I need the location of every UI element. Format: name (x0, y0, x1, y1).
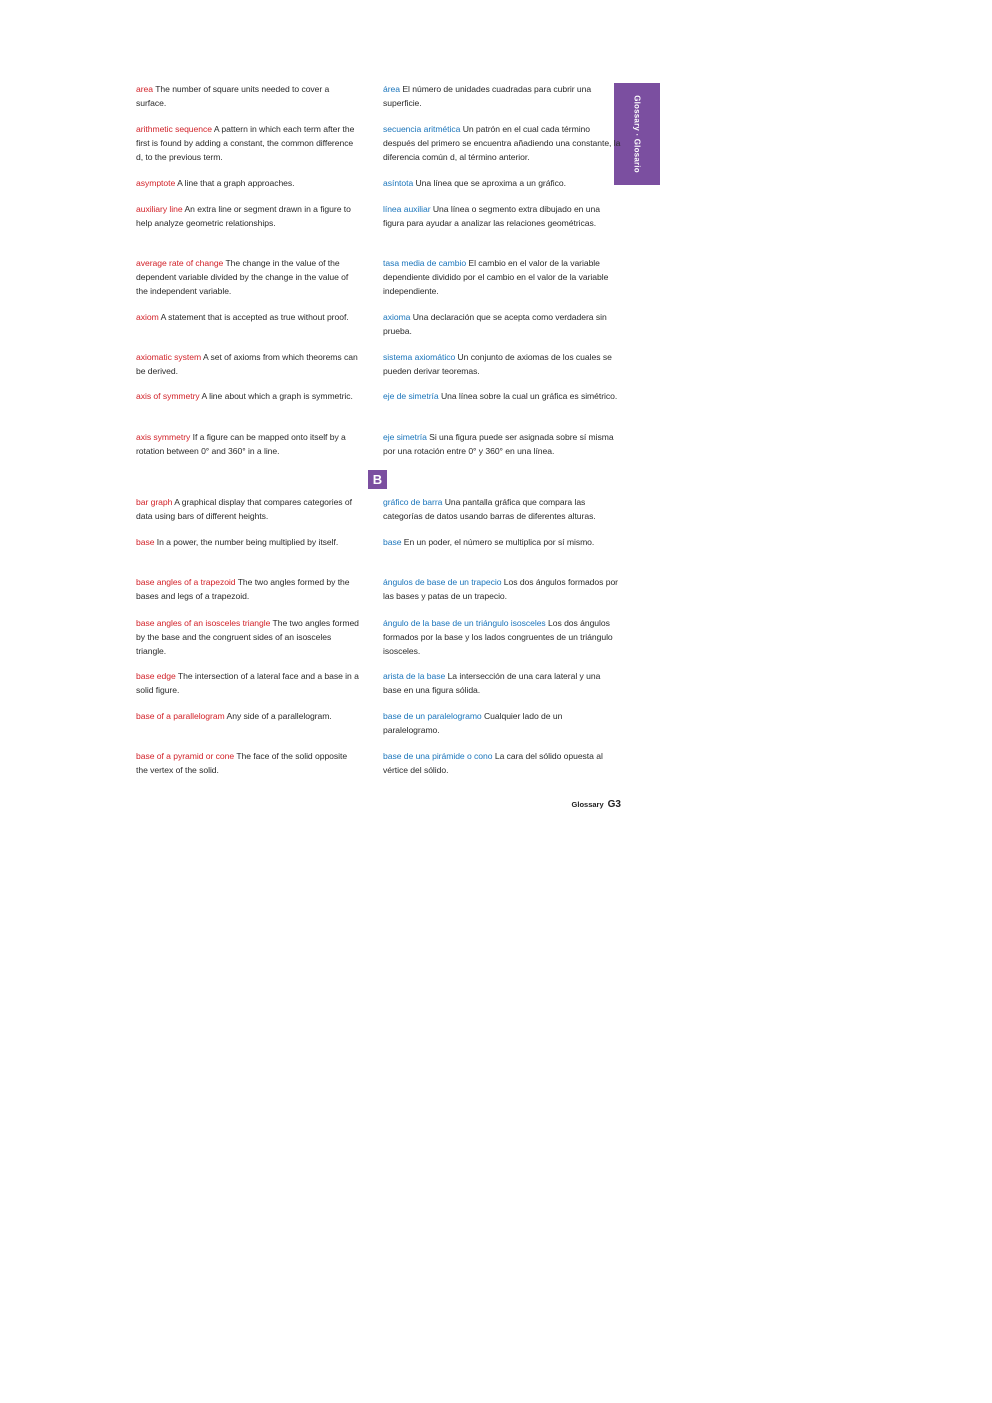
term-es: línea auxiliar (383, 204, 431, 214)
glossary-entry-es (383, 390, 621, 404)
page-footer (572, 794, 621, 812)
glossary-entry-en (136, 311, 361, 325)
definition-en: The two angles formed by the base and the congruent sides of an isosceles triangle. (136, 618, 359, 656)
term-es: área (383, 84, 401, 94)
glossary-entry-en (136, 536, 361, 550)
glossary-entry-es (383, 177, 621, 191)
glossary-entry-es (383, 496, 621, 524)
term-en: axiomatic system (136, 352, 202, 362)
glossary-entry-en (136, 750, 361, 778)
term-es: axioma (383, 312, 411, 322)
term-en: axis symmetry (136, 432, 191, 442)
term-es: eje de simetría (383, 391, 439, 401)
term-es: ángulo de la base de un triángulo isosceles (383, 618, 546, 628)
term-en: area (136, 84, 154, 94)
term-es: asíntota (383, 178, 414, 188)
term-en: base angles of a trapezoid (136, 577, 236, 587)
term-es: tasa media de cambio (383, 258, 467, 268)
definition-en: A statement that is accepted as true without proof. (160, 312, 349, 322)
glossary-entry-en (136, 177, 361, 191)
definition-en: A set of axioms from which theorems can be derived. (136, 352, 358, 376)
term-es: base de un paralelogramo (383, 711, 482, 721)
term-en: axis of symmetry (136, 391, 200, 401)
definition-en: A graphical display that compares categories of data using bars of different heights. (136, 497, 352, 521)
definition-en: In a power, the number being multiplied by itself. (156, 537, 339, 547)
side-tab-label: Glossary · Glosario (632, 95, 642, 173)
term-en: base of a parallelogram (136, 711, 225, 721)
term-en: axiom (136, 312, 159, 322)
glossary-entry-es (383, 83, 621, 111)
glossary-entry-en (136, 710, 361, 724)
term-es: base de una pirámide o cono (383, 751, 493, 761)
definition-en: If a figure can be mapped onto itself by a rotation between 0° and 360° in a line. (136, 432, 346, 456)
glossary-entry-es (383, 431, 621, 459)
glossary-entry-en (136, 617, 361, 658)
term-en: bar graph (136, 497, 173, 507)
glossary-entry-en (136, 496, 361, 524)
glossary-entry-en (136, 203, 361, 231)
definition-es: Una línea que se aproxima a un gráfico. (415, 178, 566, 188)
definition-en: A line about which a graph is symmetric. (201, 391, 353, 401)
definition-es: Una pantalla gráfica que compara las categorías de datos usando barras de diferentes alturas. (383, 497, 596, 521)
definition-en: The number of square units needed to cover a surface. (136, 84, 330, 108)
definition-es: El cambio en el valor de la variable dependiente dividido por el cambio en el valor de la variable independiente. (383, 258, 609, 296)
glossary-entry-es (383, 710, 621, 738)
glossary-entry-en (136, 431, 361, 459)
definition-en: The intersection of a lateral face and a base in a solid figure. (136, 671, 359, 695)
definition-es: Una línea sobre la cual un gráfica es simétrico. (440, 391, 618, 401)
definition-es: Los dos ángulos formados por las bases y patas de un trapecio. (383, 577, 618, 601)
definition-en: A pattern in which each term after the first is found by adding a constant, the common difference d, to the previous term. (136, 124, 355, 162)
glossary-entry-es (383, 123, 621, 164)
definition-es: Cualquier lado de un paralelogramo. (383, 711, 563, 735)
glossary-entry-en (136, 576, 361, 604)
term-en: base edge (136, 671, 176, 681)
term-en: base angles of an isosceles triangle (136, 618, 271, 628)
term-en: auxiliary line (136, 204, 183, 214)
term-en: average rate of change (136, 258, 224, 268)
definition-es: Si una figura puede ser asignada sobre sí misma por una rotación entre 0° y 360° en una línea. (383, 432, 614, 456)
definition-es: Un patrón en el cual cada término después del primero se encuentra añadiendo una constante, la diferencia común d, al término anterior. (383, 124, 621, 162)
definition-es: En un poder, el número se multiplica por sí mismo. (403, 537, 595, 547)
glossary-entry-es (383, 670, 621, 698)
term-en: asymptote (136, 178, 176, 188)
glossary-entry-es (383, 750, 621, 778)
footer-label: Glossary (571, 800, 604, 809)
glossary-entry-es (383, 203, 621, 231)
definition-es: El número de unidades cuadradas para cubrir una superficie. (383, 84, 592, 108)
term-en: base of a pyramid or cone (136, 751, 235, 761)
definition-es: Los dos ángulos formados por la base y los lados congruentes de un triángulo isosceles. (383, 618, 613, 656)
definition-es: Una declaración que se acepta como verdadera sin prueba. (383, 312, 607, 336)
definition-es: Una línea o segmento extra dibujado en una figura para ayudar a analizar las relaciones geométricas. (383, 204, 600, 228)
term-es: eje simetría (383, 432, 427, 442)
term-es: gráfico de barra (383, 497, 443, 507)
glossary-entry-es (383, 311, 621, 339)
term-es: arista de la base (383, 671, 446, 681)
term-es: base (383, 537, 402, 547)
glossary-entry-es (383, 536, 621, 550)
glossary-entry-es (383, 351, 621, 379)
term-es: secuencia aritmética (383, 124, 461, 134)
glossary-entry-en (136, 123, 361, 164)
glossary-entry-en (136, 670, 361, 698)
term-en: arithmetic sequence (136, 124, 212, 134)
glossary-entry-en (136, 351, 361, 379)
definition-en: A line that a graph approaches. (177, 178, 295, 188)
glossary-entry-es (383, 257, 621, 298)
glossary-entry-en (136, 257, 361, 298)
glossary-entry-en (136, 390, 361, 404)
page-number: G3 (607, 799, 621, 810)
definition-es: Un conjunto de axiomas de los cuales se pueden derivar teoremas. (383, 352, 612, 376)
term-es: sistema axiomático (383, 352, 456, 362)
glossary-entry-es (383, 576, 621, 604)
definition-en: The two angles formed by the bases and legs of a trapezoid. (136, 577, 350, 601)
glossary-entry-es (383, 617, 621, 658)
definition-es: La cara del sólido opuesta al vértice del sólido. (383, 751, 603, 775)
definition-en: The face of the solid opposite the vertex of the solid. (136, 751, 348, 775)
term-es: ángulos de base de un trapecio (383, 577, 502, 587)
section-letter-badge: B (368, 470, 387, 489)
definition-en: The change in the value of the dependent variable divided by the change in the value of the independent variable. (136, 258, 349, 296)
term-en: base (136, 537, 155, 547)
definition-en: An extra line or segment drawn in a figure to help analyze geometric relationships. (136, 204, 351, 228)
glossary-entry-en (136, 83, 361, 111)
definition-es: La intersección de una cara lateral y una base en una figura sólida. (383, 671, 601, 695)
definition-en: Any side of a parallelogram. (226, 711, 332, 721)
